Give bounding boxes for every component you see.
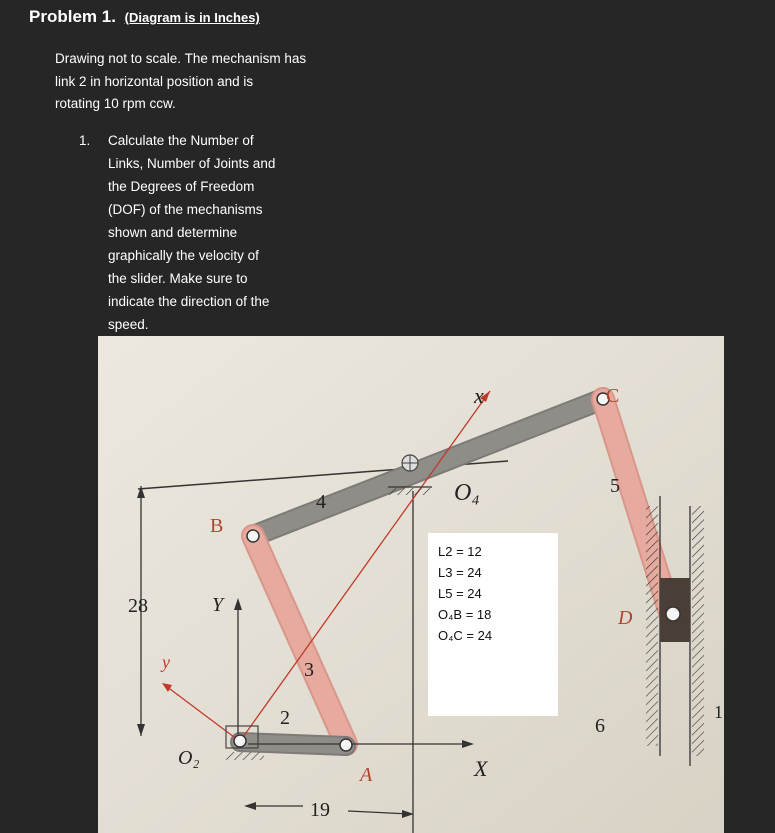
label-dim-19: 19	[310, 799, 330, 821]
question-line: Links, Number of Joints and	[108, 156, 276, 171]
problem-subtitle: (Diagram is in Inches)	[124, 10, 260, 25]
o4-ground-hatch	[388, 488, 430, 495]
length-o4b: O₄B = 18	[438, 607, 492, 622]
question-list	[79, 129, 309, 336]
question-line: shown and determine	[108, 225, 238, 240]
label-link-2: 2	[280, 707, 290, 729]
label-edge-1: 1	[714, 702, 723, 722]
question-line: the Degrees of Freedom	[108, 179, 255, 194]
label-x-upper: x	[474, 383, 484, 408]
label-y-lower: y	[162, 652, 170, 672]
length-o4c: O₄C = 24	[438, 628, 493, 643]
problem-title	[29, 7, 260, 27]
length-l5: L5 = 24	[438, 586, 482, 601]
question-number: 1.	[79, 133, 91, 148]
joint-d	[666, 607, 680, 621]
length-l2: L2 = 12	[438, 544, 482, 559]
joint-a	[340, 739, 352, 751]
question-text	[108, 129, 309, 336]
label-link-4: 4	[316, 491, 326, 513]
description-line-1: Drawing not to scale. The mechanism has	[55, 51, 307, 66]
length-l3: L3 = 24	[438, 565, 482, 580]
problem-description	[55, 48, 345, 116]
mechanism-svg	[98, 336, 724, 833]
question-line: indicate the direction of the	[108, 294, 270, 309]
question-line: (DOF) of the mechanisms	[108, 202, 263, 217]
lengths-box	[428, 533, 558, 716]
label-x-lower: X	[474, 756, 488, 781]
label-d: D	[618, 607, 633, 629]
label-link-6: 6	[595, 715, 605, 737]
guide-hatch-left	[646, 506, 658, 746]
question-line: speed.	[108, 317, 149, 332]
problem-label: Problem 1.	[29, 7, 116, 26]
label-c: C	[606, 385, 620, 407]
label-o2: O₂	[178, 747, 200, 769]
label-o4: O₄	[454, 480, 480, 506]
description-line-2: link 2 in horizontal position and is	[55, 73, 254, 89]
label-link-3: 3	[304, 659, 314, 681]
label-a: A	[360, 764, 373, 786]
mechanism-diagram	[98, 336, 724, 833]
description-line-3: rotating 10 rpm ccw.	[55, 96, 176, 111]
o2-ground-hatch	[226, 752, 264, 760]
joint-o2	[234, 735, 246, 747]
label-dim-28: 28	[128, 595, 148, 617]
label-b: B	[210, 515, 224, 537]
question-line: Calculate the Number of	[108, 133, 254, 148]
label-y-upper: Y	[212, 594, 224, 616]
label-link-5: 5	[610, 475, 620, 497]
question-line: the slider. Make sure to	[108, 271, 248, 286]
guide-hatch-right	[692, 506, 704, 756]
question-line: graphically the velocity of	[108, 248, 259, 263]
joint-b	[247, 530, 259, 542]
